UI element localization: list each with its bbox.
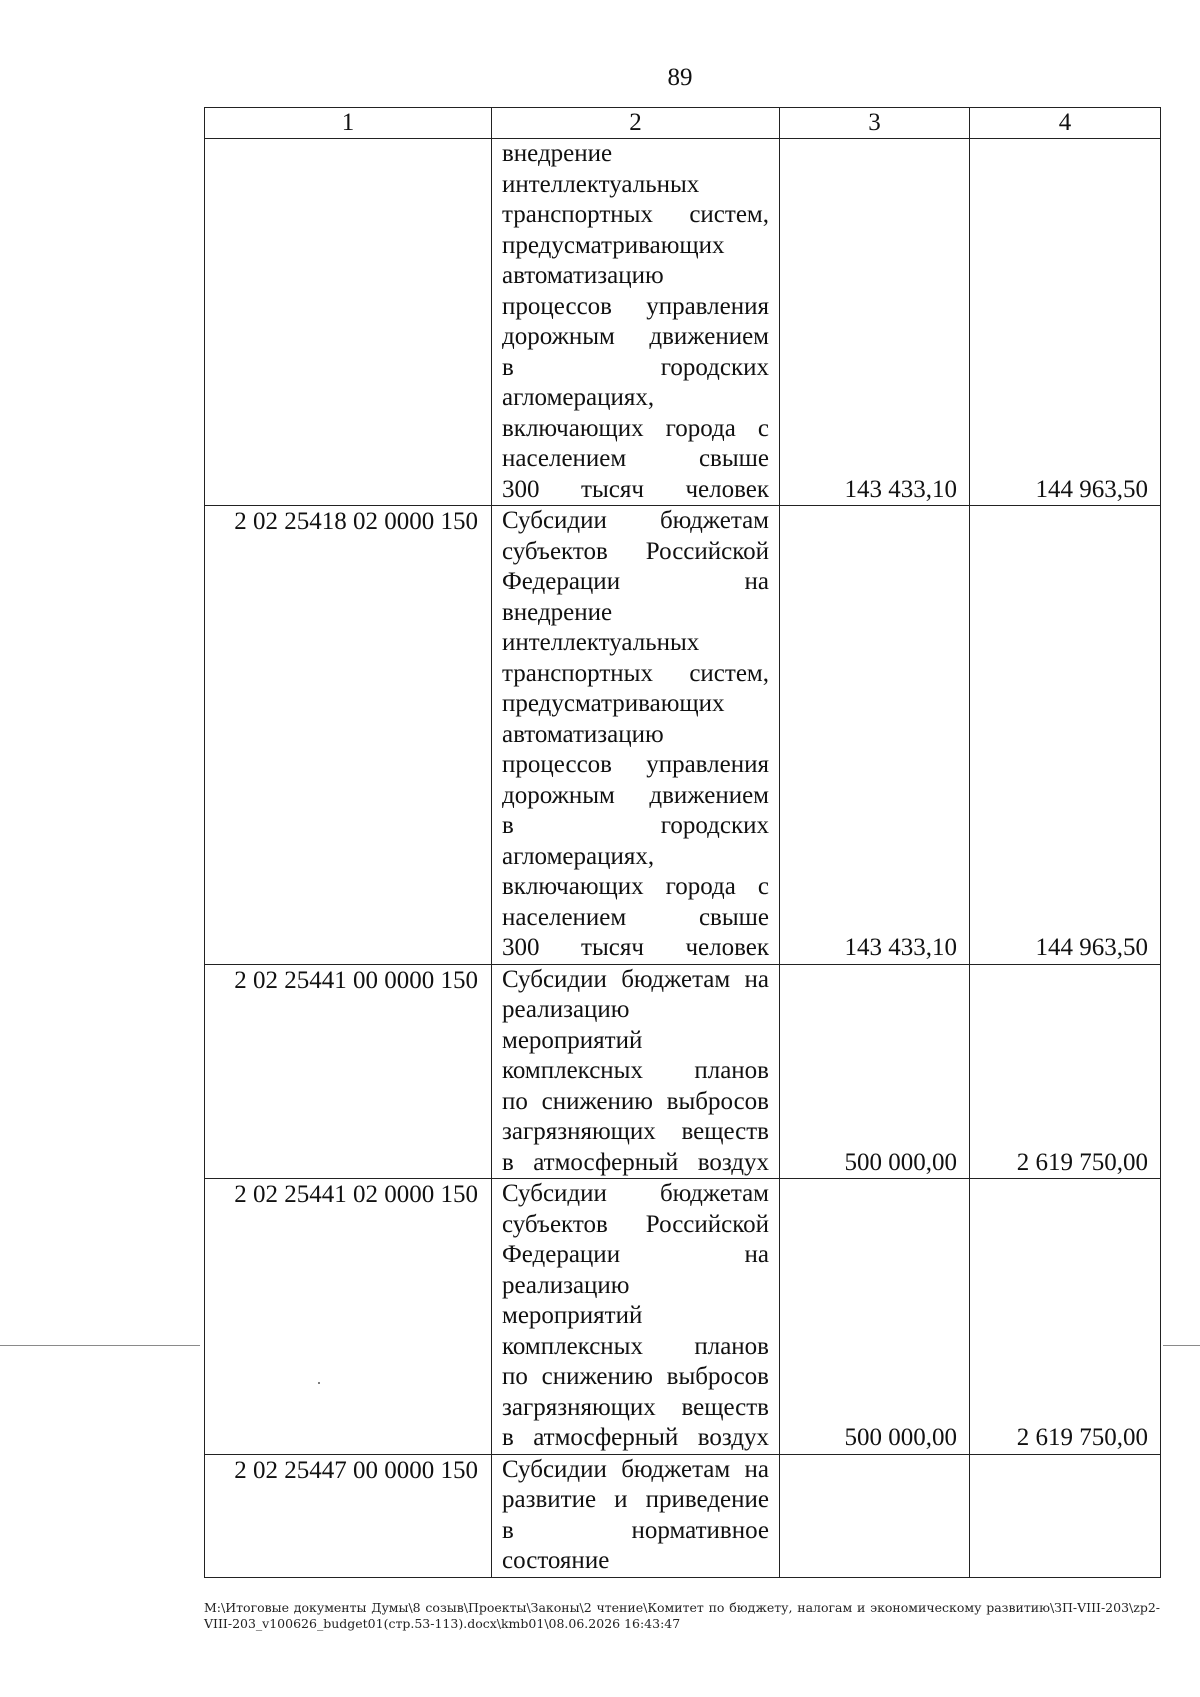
income-description-cell <box>492 506 780 965</box>
description-line: 300 тысяч человек <box>502 934 769 961</box>
income-code-cell: 2 02 25447 00 0000 150 <box>205 1454 492 1577</box>
column-header-description: 2 <box>492 108 780 139</box>
description-line: загрязняющих веществ <box>502 1393 769 1421</box>
description-line: комплексных планов <box>502 1332 769 1360</box>
budget-revenue-table <box>204 107 1161 1578</box>
description-line: в атмосферный воздух <box>502 1424 769 1451</box>
description-line: автоматизацию <box>502 262 664 289</box>
description-line: Субсидии бюджетам на <box>502 1455 769 1483</box>
amount-cell-col3: 500 000,00 <box>780 1179 970 1455</box>
description-line: включающих города с <box>502 414 769 442</box>
description-line: мероприятий <box>502 1302 643 1329</box>
description-line: по снижению выбросов <box>502 1363 769 1390</box>
description-line: предусматривающих <box>502 690 725 717</box>
income-description-cell <box>492 139 780 506</box>
description-line: Субсидии бюджетам <box>502 507 769 534</box>
description-line: внедрение <box>502 140 613 167</box>
description-line: в городских <box>502 353 769 381</box>
description-line: интеллектуальных <box>502 170 700 198</box>
scan-artifact-line-left <box>0 1345 200 1346</box>
description-line: агломерациях, <box>502 384 655 411</box>
income-description-cell <box>492 1454 780 1577</box>
description-line: внедрение <box>502 598 613 626</box>
description-line: дорожным движением <box>502 323 769 350</box>
table-header-row <box>205 108 1161 139</box>
description-line: субъектов Российской <box>502 1210 769 1238</box>
scan-artifact-line-right <box>1163 1345 1200 1346</box>
column-header-code: 1 <box>205 108 492 139</box>
table-row <box>205 1179 1161 1455</box>
description-line: загрязняющих веществ <box>502 1118 769 1145</box>
amount-cell-col4: 144 963,50 <box>970 139 1161 506</box>
table-row <box>205 506 1161 965</box>
description-line: предусматривающих <box>502 231 725 259</box>
amount-cell-col4: 144 963,50 <box>970 506 1161 965</box>
amount-cell-col3 <box>780 1454 970 1577</box>
description-line: мероприятий <box>502 1026 643 1054</box>
description-line: 300 тысяч человек <box>502 475 769 503</box>
description-line: населением свыше <box>502 445 769 472</box>
income-code-cell <box>205 139 492 506</box>
description-line: развитие и приведение <box>502 1486 769 1513</box>
page-number: 89 <box>667 64 693 91</box>
income-code-cell: 2 02 25418 02 0000 150 <box>205 506 492 965</box>
amount-cell-col3: 143 433,10 <box>780 139 970 506</box>
description-line: процессов управления <box>502 292 769 320</box>
description-line: процессов управления <box>502 751 769 778</box>
description-line: в нормативное <box>502 1516 769 1544</box>
description-line: агломерациях, <box>502 842 655 870</box>
description-line: дорожным движением <box>502 781 769 809</box>
description-line: Федерации на <box>502 1241 769 1268</box>
scan-speck <box>318 1382 320 1384</box>
table-row <box>205 964 1161 1179</box>
amount-cell-col4 <box>970 1454 1161 1577</box>
income-code-cell: 2 02 25441 02 0000 150 <box>205 1179 492 1455</box>
document-path-footer: M:\Итоговые документы Думы\8 созыв\Проекты\Законы\2 чтение\Комитет по бюджету, налогам и экономическому развитию\ЗП-VIII-203\zp2-VIII-203_v100626_budget01(стр.53-113).docx\kmb01\08.06.2026 16:43:47 <box>204 1600 1160 1631</box>
income-description-cell <box>492 1179 780 1455</box>
description-line: реализацию <box>502 1271 630 1299</box>
description-line: Субсидии бюджетам <box>502 1180 769 1207</box>
income-code-cell: 2 02 25441 00 0000 150 <box>205 964 492 1179</box>
description-line: Субсидии бюджетам на <box>502 965 769 993</box>
description-line: субъектов Российской <box>502 537 769 565</box>
amount-cell-col4: 2 619 750,00 <box>970 1179 1161 1455</box>
description-line: Федерации на <box>502 568 769 595</box>
income-description-cell <box>492 964 780 1179</box>
description-line: транспортных систем, <box>502 201 769 228</box>
amount-cell-col3: 143 433,10 <box>780 506 970 965</box>
description-line: по снижению выбросов <box>502 1087 769 1115</box>
description-line: реализацию <box>502 996 630 1023</box>
table-row <box>205 139 1161 506</box>
description-line: транспортных систем, <box>502 659 769 687</box>
table-row <box>205 1454 1161 1577</box>
description-line: в городских <box>502 812 769 839</box>
description-line: состояние <box>502 1547 610 1574</box>
column-header-value-4: 4 <box>970 108 1161 139</box>
description-line: населением свыше <box>502 903 769 931</box>
table-body <box>205 139 1161 1578</box>
description-line: интеллектуальных <box>502 629 700 656</box>
description-line: комплексных планов <box>502 1057 769 1084</box>
description-line: автоматизацию <box>502 720 664 748</box>
amount-cell-col4: 2 619 750,00 <box>970 964 1161 1179</box>
amount-cell-col3: 500 000,00 <box>780 964 970 1179</box>
description-line: в атмосферный воздух <box>502 1148 769 1176</box>
description-line: включающих города с <box>502 873 769 900</box>
column-header-value-3: 3 <box>780 108 970 139</box>
